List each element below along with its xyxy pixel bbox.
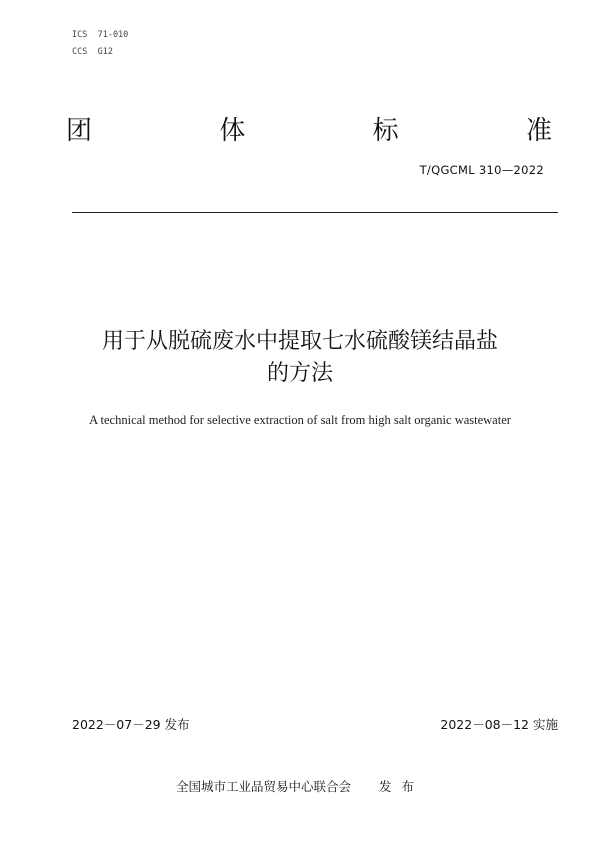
effective-date: 2022－08－12 实施	[440, 717, 558, 732]
document-title-chinese	[40, 326, 560, 390]
issuer-action: 发布	[379, 779, 425, 794]
classification-codes	[72, 27, 128, 61]
ccs-code: CCS G12	[72, 47, 113, 57]
standard-type-char: 标	[372, 116, 399, 146]
title-line-1: 用于从脱硫废水中提取七水硫酸镁结晶盐	[101, 329, 498, 354]
issuing-body	[0, 777, 600, 795]
header-divider	[72, 212, 558, 213]
standard-type-heading	[66, 114, 552, 148]
issue-date: 2022－07－29 发布	[72, 717, 190, 732]
standard-number: T/QGCML 310—2022	[419, 163, 544, 177]
standard-type-char: 准	[525, 116, 552, 146]
title-line-2: 的方法	[266, 361, 333, 386]
standard-type-char: 体	[219, 116, 246, 146]
standard-type-char: 团	[66, 116, 93, 146]
issuer-organization: 全国城市工业品贸易中心联合会	[175, 779, 351, 794]
ics-code: ICS 71-010	[72, 30, 129, 40]
document-title-english: A technical method for selective extraction of salt from high salt organic wastewater	[89, 413, 511, 427]
